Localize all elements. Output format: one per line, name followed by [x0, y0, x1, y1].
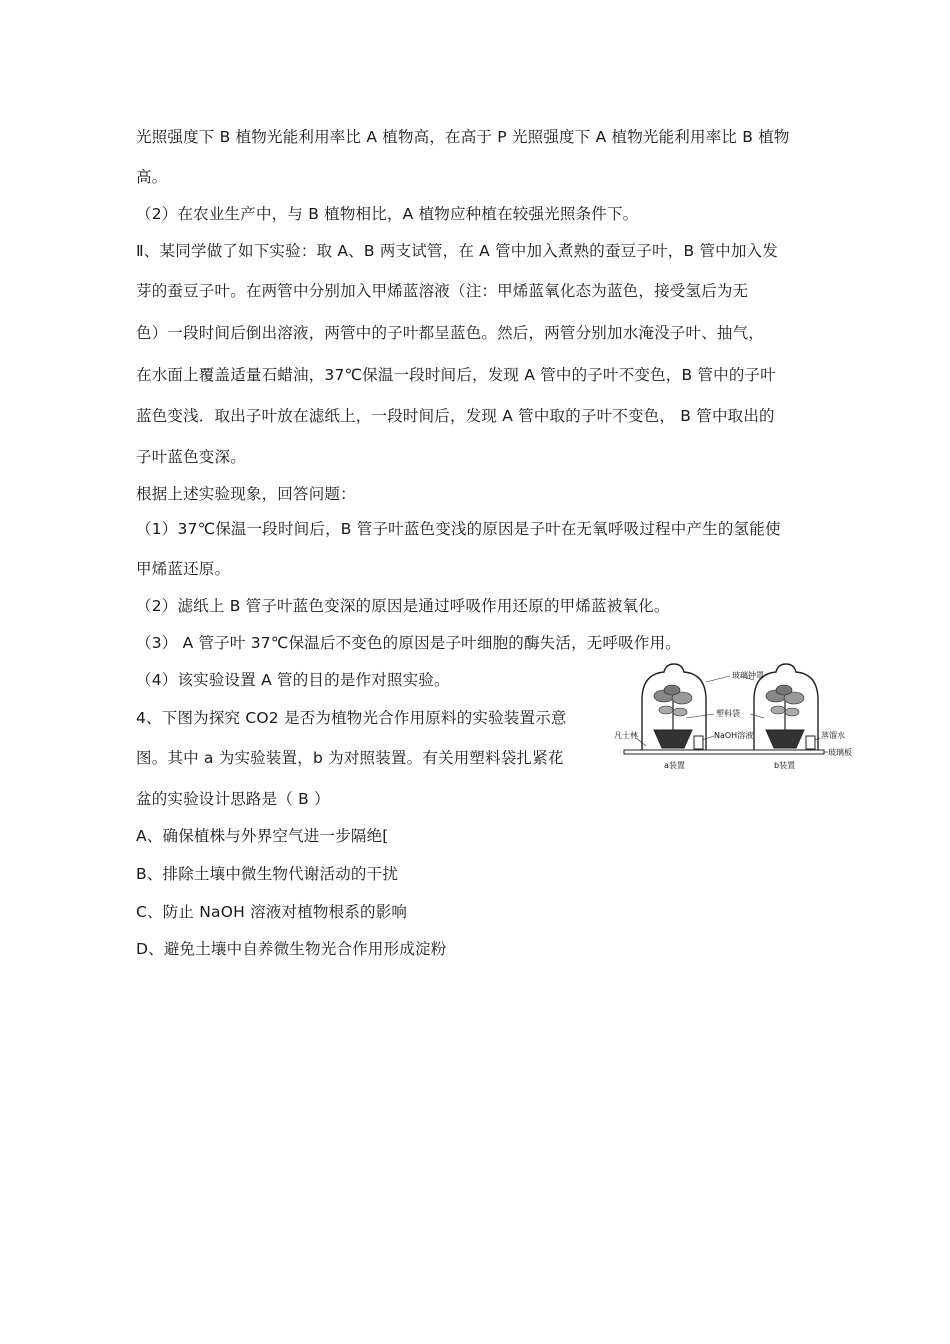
text-line-12: 甲烯蓝还原。: [136, 560, 231, 578]
text-line-9: 子叶蓝色变深。: [136, 448, 246, 466]
text-line-10: 根据上述实验现象，回答问题：: [136, 485, 356, 503]
water-beaker: [806, 736, 815, 749]
option-b: B、排除土壤中微生物代谢活动的干扰: [136, 865, 399, 883]
plant-b: [766, 685, 804, 730]
text-line-13: （2）滤纸上 B 管子叶蓝色变深的原因是通过呼吸作用还原的甲烯蓝被氧化。: [136, 597, 670, 615]
apparatus-diagram: [614, 660, 854, 778]
text-line-16: 4、下图为探究 CO2 是否为植物光合作用原料的实验装置示意: [136, 709, 567, 727]
text-line-15: （4）该实验设置 A 管的目的是作对照实验。: [136, 671, 450, 689]
naoh-beaker: [694, 736, 703, 749]
text-line-17: 图。其中 a 为实验装置，b 为对照装置。有关用塑料袋扎紧花: [136, 749, 564, 767]
plant-a: [654, 685, 692, 730]
option-a: A、确保植株与外界空气进一步隔绝[: [136, 827, 389, 845]
text-line-5: 芽的蚕豆子叶。在两管中分别加入甲烯蓝溶液（注：甲烯蓝氧化态为蓝色，接受氢后为无: [136, 282, 749, 300]
text-line-1: 光照强度下 B 植物光能利用率比 A 植物高，在高于 P 光照强度下 A 植物光能利用率比 B 植物: [136, 128, 790, 146]
option-d: D、避免土壤中自养微生物光合作用形成淀粉: [136, 940, 447, 958]
label-water: 蒸馏水: [821, 731, 845, 740]
label-device-a: a装置: [664, 761, 685, 770]
label-device-b: b装置: [774, 761, 796, 770]
text-line-7: 在水面上覆盖适量石蜡油，37℃保温一段时间后，发现 A 管中的子叶不变色，B 管中的子叶: [136, 366, 776, 384]
label-glass-plate: 玻璃板: [828, 748, 852, 757]
label-vaseline: 凡士林: [614, 731, 638, 740]
text-line-8: 蓝色变浅．取出子叶放在滤纸上，一段时间后，发现 A 管中取的子叶不变色， B 管中取出的: [136, 407, 775, 425]
text-line-18: 盆的实验设计思路是（ B ）: [136, 790, 330, 808]
flower-pot-b: [766, 730, 804, 748]
text-line-11: （1）37℃保温一段时间后，B 管子叶蓝色变浅的原因是子叶在无氧呼吸过程中产生的氢能使: [136, 520, 781, 538]
label-plastic-bag: 塑料袋: [716, 709, 740, 718]
glass-plate: [624, 750, 824, 754]
text-line-2: 高。: [136, 168, 168, 186]
label-naoh: NaOH溶液: [714, 731, 754, 740]
text-line-4: Ⅱ、某同学做了如下实验：取 A、B 两支试管，在 A 管中加入煮熟的蚕豆子叶，B 管中加入发: [136, 242, 778, 260]
flower-pot-a: [654, 730, 692, 748]
text-line-14: （3） A 管子叶 37℃保温后不变色的原因是子叶细胞的酶失活，无呼吸作用。: [136, 634, 681, 652]
label-glass-bell: 玻璃钟罩: [732, 671, 764, 680]
text-line-3: （2）在农业生产中，与 B 植物相比，A 植物应种植在较强光照条件下。: [136, 205, 639, 223]
option-c: C、防止 NaOH 溶液对植物根系的影响: [136, 903, 408, 921]
text-line-6: 色）一段时间后倒出溶液，两管中的子叶都呈蓝色。然后，两管分别加水淹没子叶、抽气，: [136, 324, 765, 342]
experiment-apparatus-figure: [614, 660, 854, 778]
